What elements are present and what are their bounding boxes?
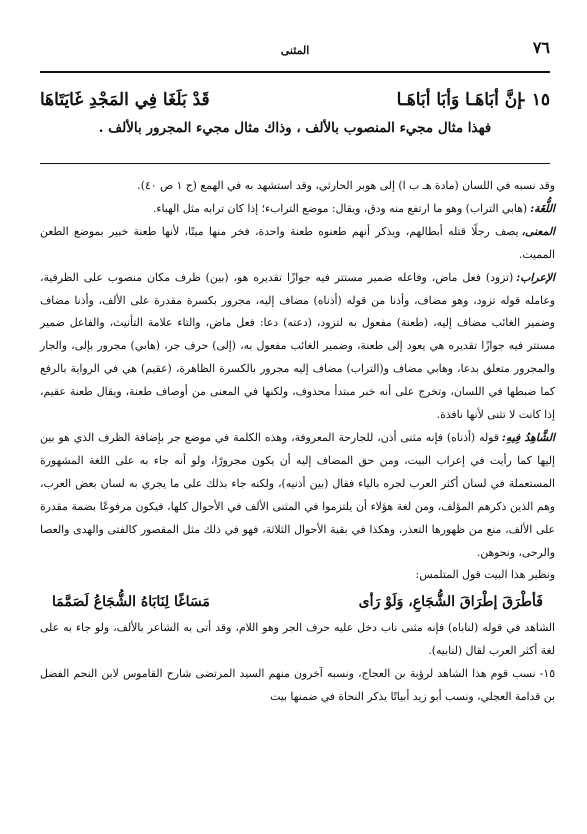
meaning-text: يصف رجلًا قتله أبطالهم، ويذكر أنهم طعنوه طعنة واحدة، فخر منها ميتًا، لأنها طعنة خبير بموضع الطعن المميت. [40,224,555,261]
cited-verse [40,587,555,617]
verse-note: فهذا مثال مجيء المنصوب بالألف ، وذاك مثال مجيء المجرور بالألف . [98,120,492,136]
parsing-text: (تزود) فعل ماض، وفاعله ضمير مستتر فيه جوازًا تقديره هو، (بين) ظرف مكان منصوب على الظرفية، وعامله قوله تزود، وهو مضاف، وأذنا من قوله (أذناه) مضاف إليه، مجرور بكسرة مقدرة على الألف، وأذنا مضاف وضمير الغائب مضاف إليه، (طعنة) مفعول به لتزود، (دعته) دعا: فعل ماض، والتاء علامة التأنيث، والفاعل ضمير مستتر فيه جوازًا تقديره هي يعود إلى طعنة، وضمير الغائب مفعول به، (إلى) حرف جر، (هابي) مجرور بإلى، والجار والمجرور متعلق بدعا، وهابي مضاف و(التراب) مضاف إليه مجرور بالكسرة الظاهرة، (عقيم) هي في الرواية بالرفع كما ضبطها في اللسان، وتخرج على أنه خبر مبتدأ محذوف، ولكنها في المعنى من أوصاف طعنة، ويقال طعنة عقيم، إذا كانت لا تثنى لأنها نافذة. [40,270,555,422]
language-paragraph [40,198,555,221]
analog-evidence-paragraph: الشاهد في قوله (لناباه) فإنه مثنى ناب دخل عليه حرف الجر وهو اللام، وقد أتى به الشاعر بالألف، ولو جاء به على لغة أكثر العرب لقال (لنابيه). [40,621,555,658]
language-text: (هابي التراب) وهو ما ارتفع منه ودق، ويقال: موضع الترابء؛ إذا كان ترابه مثل الهباء. [152,201,528,215]
footnote-paragraph: ١٥- نسب قوم هذا الشاهد لرؤبة بن العجاج، ونسبه آخرون منهم السيد المرتضى شارح القاموس لابن النجم الفضل بن قدامة العجلي، ونسب أبو زيد أبياتًا يذكر النحاة في ضمنها بيت [40,667,555,704]
verse-number: ١٥ - [518,90,550,110]
analog-intro: ونظير هذا البيت قول المتلمس: [415,568,555,582]
running-title: المثنى [280,44,310,57]
page-number: ٧٦ [532,38,550,57]
header-rule [40,71,550,73]
language-label: اللُّغَة: [530,201,555,215]
evidence-label: الشَّاهِدُ فِيهِ: [501,430,555,444]
cited-verse-first: فَأطْرَقَ إطْرَاقَ الشُّجَاعِ، وَلَوْ رَأى [358,594,543,611]
section-rule [40,163,550,164]
verse-first-hemistich: إنَّ أبَاهَـا وَأبَا أبَاهَـا [396,90,522,110]
commentary-body [40,175,555,815]
page-header [40,36,550,62]
source-paragraph: وقد نسبه في اللسان (مادة هـ ب ا) إلى هوبر الحارثي، وقد استشهد به في الهمع (ج ١ ص ٤٠). [137,179,555,192]
meaning-paragraph [40,221,555,267]
parsing-paragraph [40,267,555,427]
evidence-paragraph [40,427,555,564]
verse-second-hemistich: قَدْ بَلَغَا فِي المَجْدِ غَايَتَاهَا [40,90,210,110]
evidence-text: قوله (أذناه) فإنه مثنى أذن، للجارحة المعروفة، وهذه الكلمة في موضع جر بإضافة الظرف الذي هو بين إليها كما رأيت في إعراب البيت، ومن حق المضاف إليه أن يكون مجرورًا، ولو أنه جاء به على اللغة المشهورة المستعملة في لسان أكثر العرب لجره بالياء فقال (بين أذنيه)، ولكنه جاء بذلك على ما يجري به لسان بعض العرب، وهم الذين ذكرهم المؤلف، ومن لغة هؤلاء أن يلتزموا في المثنى الألف في الأحوال كلها، فيكون مرفوعًا بضمة مقدرة على الألف، منع من ظهورها التعذر، وهكذا في بقية الأحوال الثلاثة، فهو في ذلك مثل المقصور كالفتى والهدى والعصا والرحى، ونحوهن. [40,430,555,559]
cited-verse-second: مَسَاغًا لِنَابَاهُ الشُّجَاعُ لَصَمَّمَا [52,594,210,611]
meaning-label: المعنى، [521,224,555,238]
parsing-label: الإعراب: [516,270,555,284]
